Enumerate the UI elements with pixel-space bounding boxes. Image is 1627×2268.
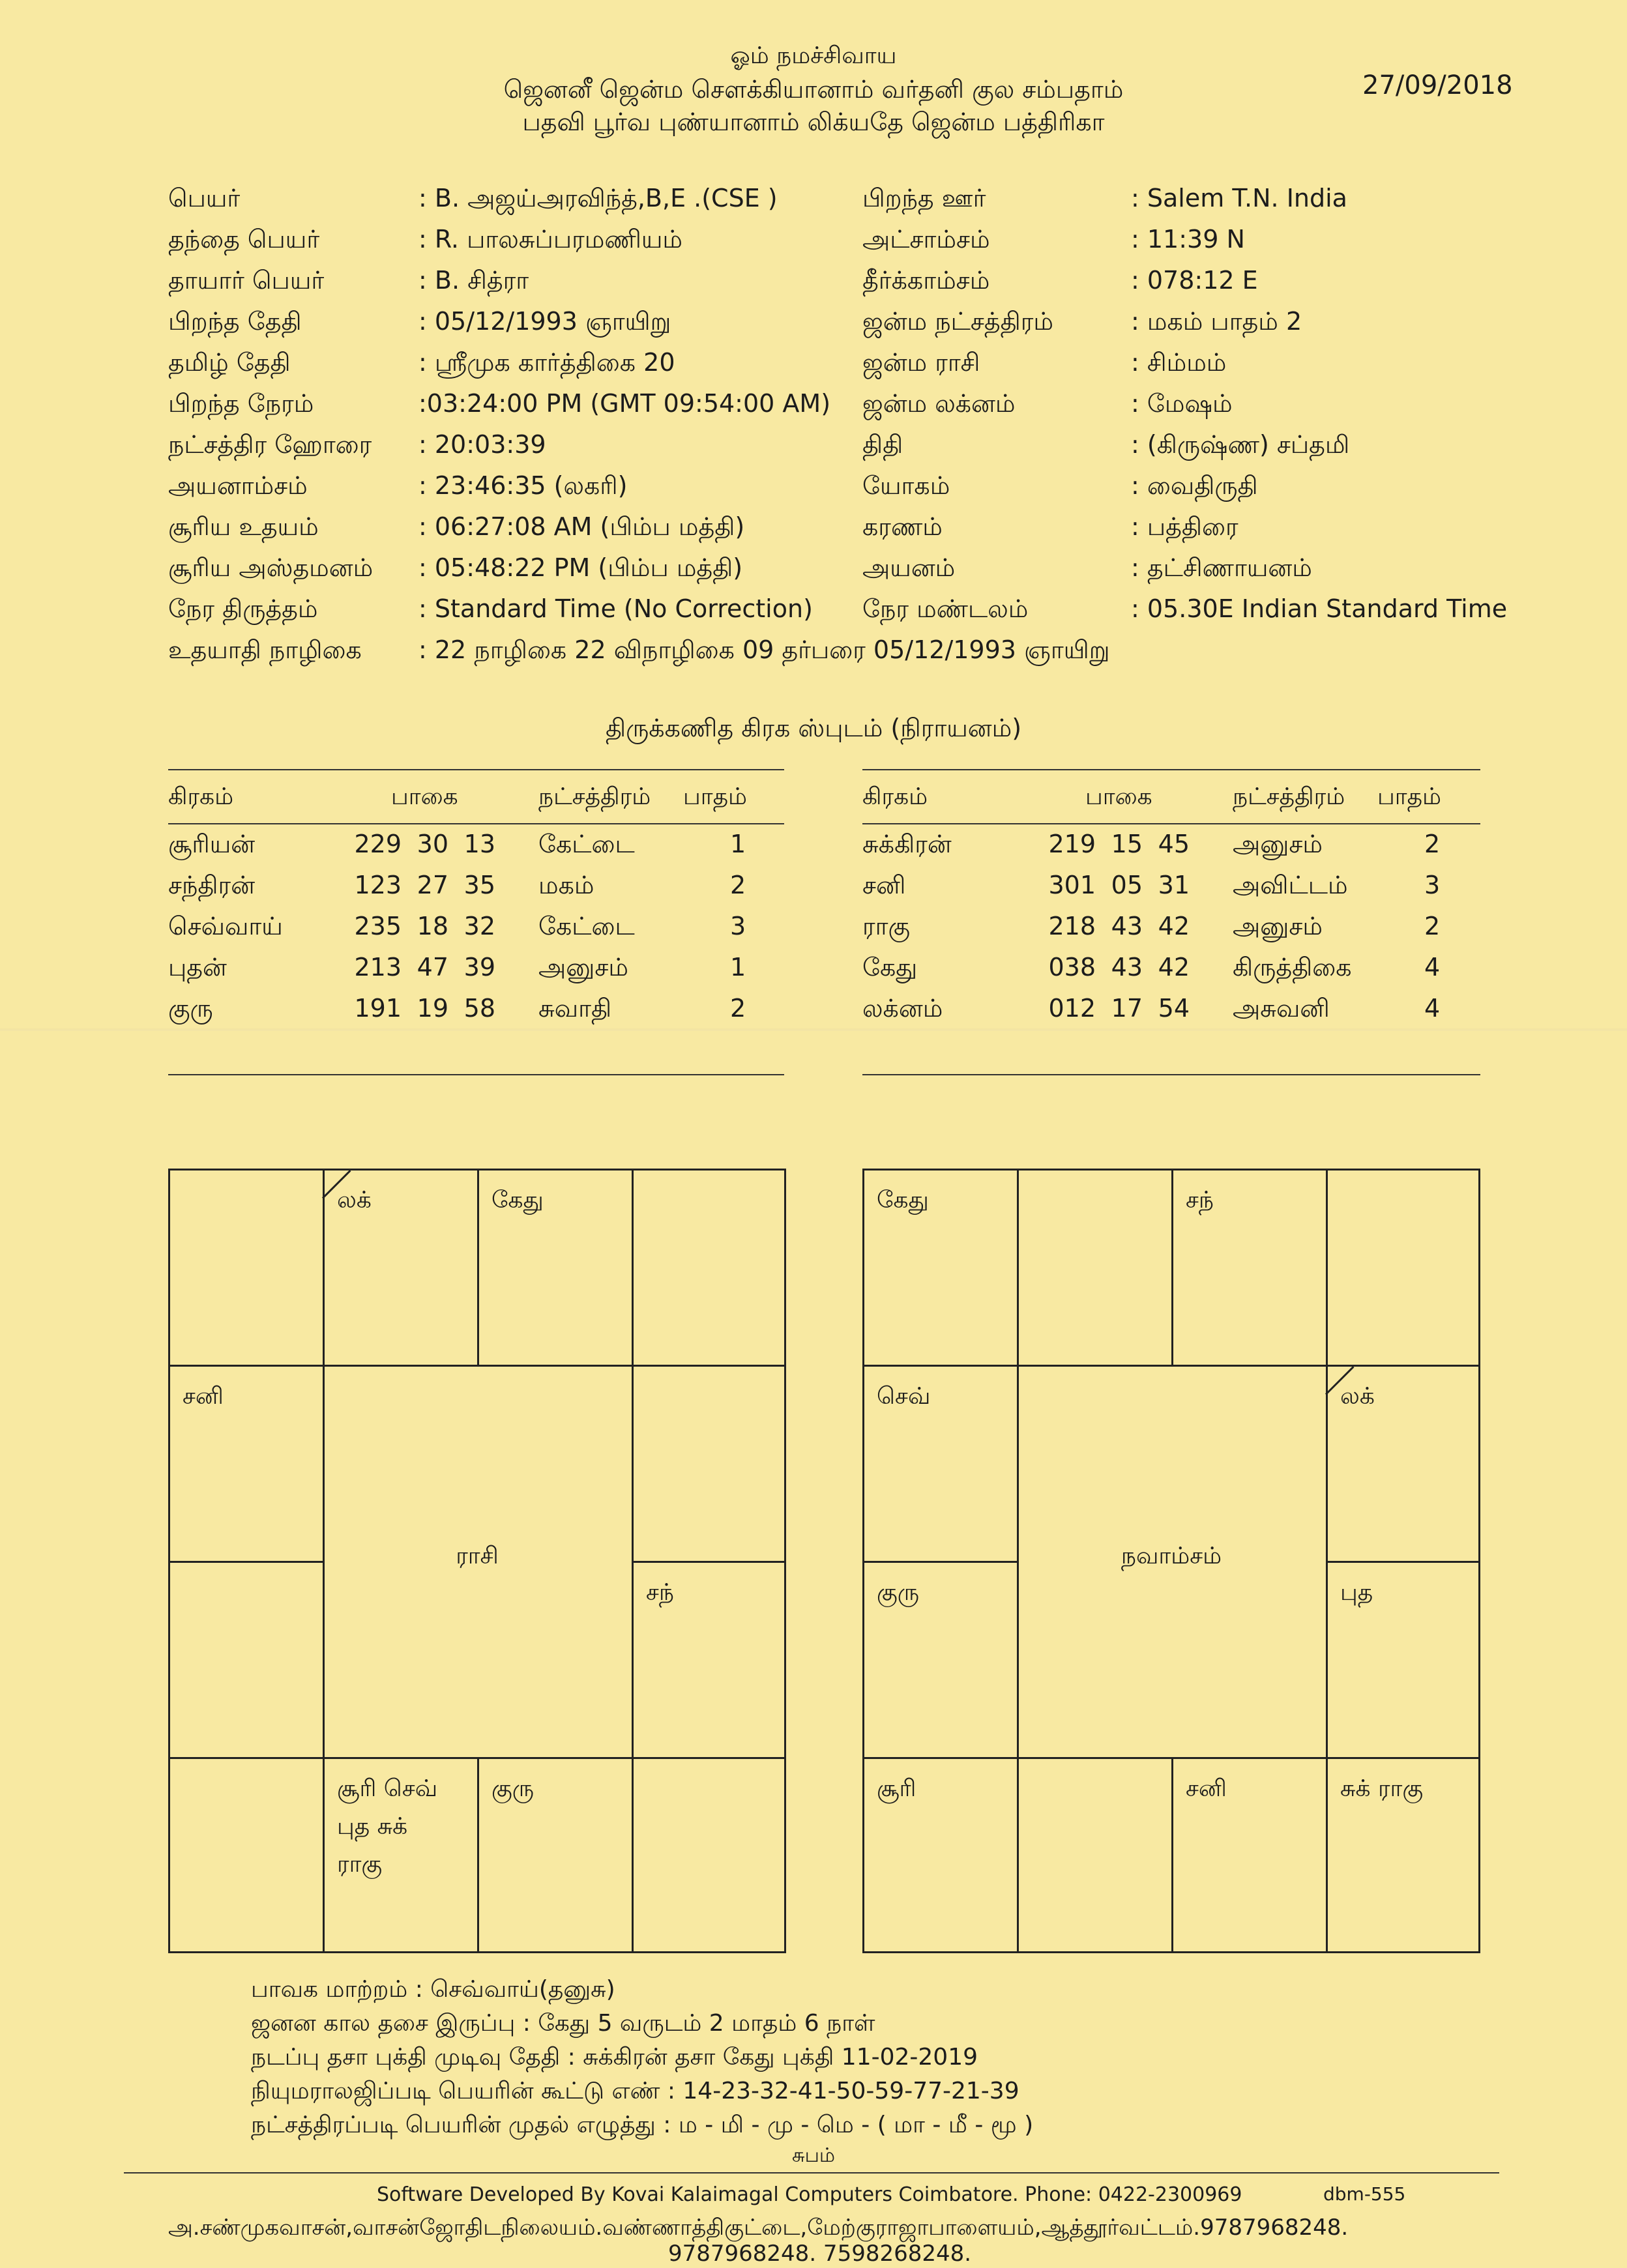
planet-pada: 2: [1424, 912, 1441, 940]
detail-value: : ஸ்ரீமுக கார்த்திகை 20: [418, 348, 675, 377]
cell-pisces: கேது: [877, 1187, 929, 1214]
planet-minute: 30: [417, 830, 448, 858]
chart-grid-line: [1171, 1169, 1173, 1365]
planet-minute: 19: [417, 994, 448, 1023]
chart-grid-line: [168, 1561, 323, 1563]
chart-grid-line: [168, 1757, 786, 1759]
planet-degree: 038: [1048, 953, 1096, 981]
cell-libra: சனி: [1186, 1775, 1227, 1802]
detail-label: கரணம்: [862, 512, 943, 541]
planet-pada: 3: [1424, 871, 1441, 899]
planet-second: 45: [1158, 830, 1190, 858]
detail-value: : 05:48:22 PM (பிம்ப மத்தி): [418, 553, 743, 582]
detail-label: அயனம்: [862, 553, 956, 582]
detail-value: : 22 நாழிகை 22 விநாழிகை 09 தர்பரை 05/12/1993 ஞாயிறு: [418, 635, 1110, 664]
planet-degree: 012: [1048, 994, 1096, 1023]
chart-grid-line: [168, 1365, 786, 1367]
detail-value: : பத்திரை: [1131, 512, 1239, 541]
detail-label: யோகம்: [862, 471, 950, 500]
detail-value: : 23:46:35 (லகரி): [418, 471, 628, 500]
planet-second: 54: [1158, 994, 1190, 1023]
dbm-code: dbm-555: [1323, 2183, 1406, 2205]
detail-label: தீர்க்காம்சம்: [862, 266, 990, 295]
planet-second: 39: [463, 953, 495, 981]
cell-aquarius: சனி: [183, 1383, 224, 1410]
planet-degree: 123: [354, 871, 402, 899]
planet-minute: 47: [417, 953, 448, 981]
cell-scorpio-line: புத சுக்: [337, 1813, 408, 1840]
detail-value: : 06:27:08 AM (பிம்ப மத்தி): [418, 512, 745, 541]
detail-value: : 078:12 E: [1131, 266, 1258, 295]
header-sloka-1: ஜெனனீ ஜென்ம சௌக்கியானாம் வர்தனி குல சம்பதாம்: [503, 75, 1124, 104]
chart-grid-line: [862, 1757, 1480, 1759]
detail-value: : 05.30E Indian Standard Time: [1131, 594, 1508, 623]
planet-second: 42: [1158, 953, 1190, 981]
planet-second: 35: [463, 871, 495, 899]
dasa-balance: ஜனன கால தசை இருப்பு : கேது 5 வருடம் 2 மாதம் 6 நாள்: [251, 2010, 875, 2037]
cell-scorpio-line: சூரி செவ்: [337, 1775, 438, 1802]
detail-value: : 20:03:39: [418, 430, 546, 459]
planet-degree: 213: [354, 953, 402, 981]
detail-label: தாயார் பெயர்: [168, 266, 325, 295]
header-sloka-2: பதவி பூர்வ புண்யானாம் லிக்யதே ஜென்ம பத்திரிகா: [522, 108, 1105, 136]
detail-label: ஜன்ம லக்னம்: [862, 389, 1016, 418]
detail-label: நட்சத்திர ஹோரை: [168, 430, 372, 459]
cell-sagittarius: சூரி: [877, 1775, 916, 1802]
planet-minute: 15: [1111, 830, 1143, 858]
planet-star: அசுவனி: [1233, 994, 1330, 1023]
planet-pada: 1: [730, 953, 746, 981]
detail-value: : சிம்மம்: [1131, 348, 1227, 377]
planet-minute: 18: [417, 912, 448, 940]
planet-second: 31: [1158, 871, 1190, 899]
cell-leo: புத: [1340, 1579, 1373, 1606]
col-header-paadham: பாதம்: [683, 783, 748, 810]
chart-grid-line: [1326, 1561, 1480, 1563]
col-header-paadham: பாதம்: [1377, 783, 1442, 810]
table-rule-bottom-right: [862, 1074, 1480, 1075]
planet-name: சுக்கிரன்: [862, 830, 952, 858]
detail-value: : 11:39 N: [1131, 225, 1245, 254]
col-header-paagai: பாகை: [391, 783, 458, 810]
planet-name: குரு: [168, 994, 213, 1023]
detail-label: நேர திருத்தம்: [168, 594, 318, 623]
planets-title: திருக்கணித கிரக ஸ்புடம் (நிராயனம்): [605, 714, 1022, 742]
cell-capricorn: குரு: [877, 1579, 920, 1606]
footer-rule: [124, 2172, 1499, 2174]
planet-star: அனுசம்: [1233, 912, 1323, 940]
planet-degree: 191: [354, 994, 402, 1023]
rasi-chart: [168, 1169, 786, 1953]
planet-pada: 4: [1424, 953, 1441, 981]
planet-star: அவிட்டம்: [1233, 871, 1348, 899]
detail-label: சூரிய உதயம்: [168, 512, 319, 541]
detail-label: பிறந்த தேதி: [168, 307, 302, 336]
address-line-2: 9787968248. 7598268248.: [668, 2241, 972, 2267]
detail-label: அயனாம்சம்: [168, 471, 308, 500]
table-rule-top-left: [168, 769, 784, 770]
detail-value: : (கிருஷ்ண) சப்தமி: [1131, 430, 1350, 459]
planet-minute: 17: [1111, 994, 1143, 1023]
navamsa-chart: [862, 1169, 1480, 1953]
planet-star: கேட்டை: [538, 830, 635, 858]
current-dasa: நடப்பு தசா புக்தி முடிவு தேதி : சுக்கிரன் தசா கேது புக்தி 11-02-2019: [251, 2044, 978, 2071]
chart-grid-line: [862, 1561, 1017, 1563]
detail-label: தந்தை பெயர்: [168, 225, 320, 254]
planet-minute: 05: [1111, 871, 1143, 899]
paper-fold: [0, 1028, 1627, 1031]
table-rule-bottom-left: [168, 1074, 784, 1075]
detail-label: பிறந்த நேரம்: [168, 389, 314, 418]
chart-grid-line: [632, 1561, 786, 1563]
detail-label: தமிழ் தேதி: [168, 348, 291, 377]
planet-star: கிருத்திகை: [1233, 953, 1352, 981]
planet-pada: 3: [730, 912, 746, 940]
chart-grid-line: [862, 1365, 1480, 1367]
planet-degree: 219: [1048, 830, 1096, 858]
address-line-1: அ.சண்முகவாசன்,வாசன்ஜோதிடநிலையம்.வண்ணாத்திகுட்டை,மேற்குராஜாபாளையம்,ஆத்தூர்வட்டம்.9787968248.: [168, 2215, 1349, 2241]
print-date: 27/09/2018: [1362, 70, 1513, 100]
planet-degree: 218: [1048, 912, 1096, 940]
planet-pada: 2: [730, 994, 746, 1023]
detail-value: : மேஷம்: [1131, 389, 1233, 418]
planet-name: சூரியன்: [168, 830, 256, 858]
planet-degree: 229: [354, 830, 402, 858]
planet-name: கேது: [862, 953, 918, 981]
planet-minute: 43: [1111, 912, 1143, 940]
cell-leo: சந்: [646, 1579, 675, 1606]
detail-label: சூரிய அஸ்தமனம்: [168, 553, 374, 582]
detail-label: பெயர்: [168, 184, 241, 212]
chart-center-label: ராசி: [456, 1543, 499, 1569]
planet-second: 32: [463, 912, 495, 940]
detail-label: பிறந்த ஊர்: [862, 184, 986, 212]
bhava-change: பாவக மாற்றம் : செவ்வாய்(தனுசு): [251, 1976, 615, 2003]
subham: சுபம்: [792, 2144, 836, 2167]
detail-label: ஜன்ம ராசி: [862, 348, 980, 377]
planet-name: சனி: [862, 871, 906, 899]
detail-value: : தட்சிணாயனம்: [1131, 553, 1312, 582]
col-header-graham: கிரகம்: [168, 783, 234, 810]
detail-label: ஜன்ம நட்சத்திரம்: [862, 307, 1053, 336]
detail-value: : Salem T.N. India: [1131, 184, 1347, 212]
detail-label: உதயாதி நாழிகை: [168, 635, 362, 664]
planet-name: லக்னம்: [862, 994, 943, 1023]
planet-degree: 301: [1048, 871, 1096, 899]
planet-second: 13: [463, 830, 495, 858]
planet-minute: 43: [1111, 953, 1143, 981]
planet-pada: 2: [730, 871, 746, 899]
planet-degree: 235: [354, 912, 402, 940]
cell-scorpio-line: ராகு: [337, 1851, 383, 1878]
col-header-paagai: பாகை: [1085, 783, 1152, 810]
planet-star: கேட்டை: [538, 912, 635, 940]
planet-star: மகம்: [538, 871, 594, 899]
table-rule-top-right: [862, 769, 1480, 770]
planet-minute: 27: [417, 871, 448, 899]
detail-label: அட்சாம்சம்: [862, 225, 990, 254]
cell-cancer: லக்: [1340, 1383, 1375, 1410]
col-header-nakshatra: நட்சத்திரம்: [538, 783, 651, 810]
planet-name: புதன்: [168, 953, 227, 981]
table-rule-head-right: [862, 823, 1480, 824]
detail-label: நேர மண்டலம்: [862, 594, 1029, 623]
cell-aries: லக்: [337, 1187, 372, 1214]
planet-name: ராகு: [862, 912, 911, 940]
planet-star: சுவாதி: [538, 994, 612, 1023]
header-om: ஓம் நமச்சிவாய: [730, 42, 897, 69]
detail-value: : 05/12/1993 ஞாயிறு: [418, 307, 671, 336]
cell-virgo: சுக் ராகு: [1340, 1775, 1424, 1802]
cell-libra: குரு: [491, 1775, 535, 1802]
software-credit: Software Developed By Kovai Kalaimagal Computers Coimbatore. Phone: 0422-2300969: [377, 2183, 1242, 2206]
detail-value: : மகம் பாதம் 2: [1131, 307, 1302, 336]
name-letters: நட்சத்திரப்படி பெயரின் முதல் எழுத்து : ம - மி - மு - மெ - ( மா - மீ - மூ ): [251, 2112, 1034, 2138]
planet-pada: 2: [1424, 830, 1441, 858]
planet-second: 42: [1158, 912, 1190, 940]
planet-name: செவ்வாய்: [168, 912, 283, 940]
detail-value: : B. அஜய்அரவிந்த்,B,E .(CSE ): [418, 184, 778, 212]
table-rule-head-left: [168, 823, 784, 824]
detail-value: : Standard Time (No Correction): [418, 594, 813, 623]
numerology: நியுமராலஜிப்படி பெயரின் கூட்டு எண் : 14-23-32-41-50-59-77-21-39: [251, 2078, 1019, 2104]
col-header-nakshatra: நட்சத்திரம்: [1233, 783, 1345, 810]
planet-pada: 1: [730, 830, 746, 858]
chart-center-label: நவாம்சம்: [1121, 1543, 1222, 1569]
detail-value: : B. சித்ரா: [418, 266, 529, 295]
cell-taurus: கேது: [491, 1187, 544, 1214]
col-header-graham: கிரகம்: [862, 783, 928, 810]
planet-star: அனுசம்: [1233, 830, 1323, 858]
planet-star: அனுசம்: [538, 953, 628, 981]
chart-grid-line: [477, 1757, 479, 1953]
detail-value: : R. பாலசுப்பரமணியம்: [418, 225, 682, 254]
chart-grid-line: [477, 1169, 479, 1365]
detail-label: திதி: [862, 430, 903, 459]
planet-second: 58: [463, 994, 495, 1023]
chart-grid-line: [1171, 1757, 1173, 1953]
cell-taurus: சந்: [1186, 1187, 1214, 1214]
detail-value: :03:24:00 PM (GMT 09:54:00 AM): [418, 389, 831, 418]
detail-value: : வைதிருதி: [1131, 471, 1258, 500]
planet-pada: 4: [1424, 994, 1441, 1023]
planet-name: சந்திரன்: [168, 871, 256, 899]
cell-aquarius: செவ்: [877, 1383, 931, 1410]
